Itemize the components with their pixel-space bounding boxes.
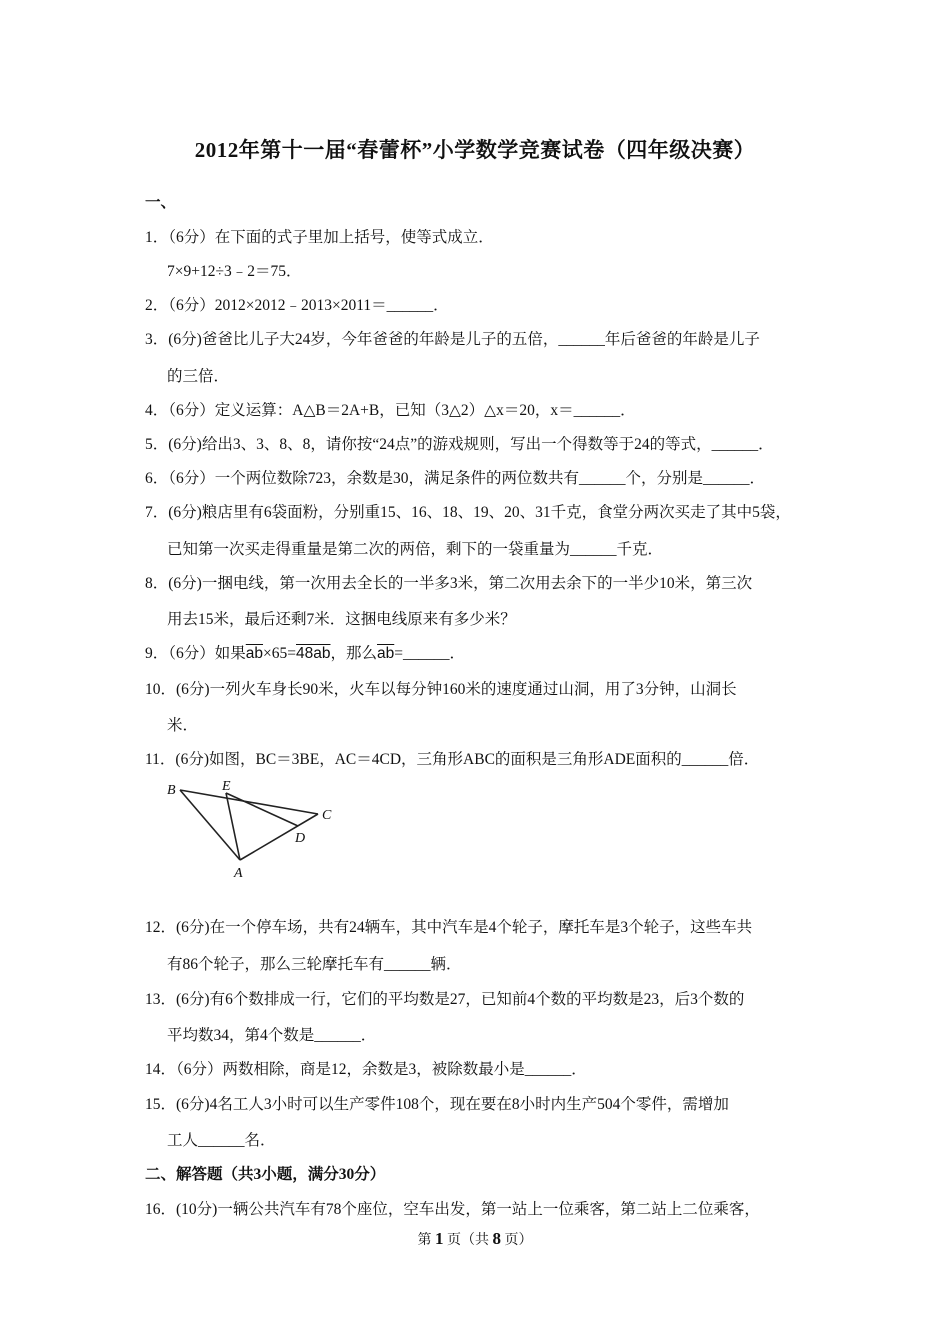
question-1: 1．（6分）在下面的式子里加上括号，使等式成立． [145, 229, 494, 246]
question-1-expression: 7×9+12÷3﹣2＝75． [167, 263, 302, 280]
question-9-prefix: 9．（6分）如果 [145, 645, 246, 662]
question-11: 11．(6分)如图，BC＝3BE，AC＝4CD，三角形ABC的面积是三角形ADE面积的______倍． [145, 751, 760, 768]
question-8-line1: 8．(6分)一捆电线，第一次用去全长的一半多3米，第二次用去余下的一半少10米，第三次 [145, 575, 753, 592]
question-7-line2: 已知第一次买走得重量是第二次的两倍，剩下的一袋重量为______千克． [167, 541, 664, 558]
question-3-line1: 3．(6分)爸爸比儿子大24岁，今年爸爸的年龄是儿子的五倍，______年后爸爸的年龄是儿子 [145, 331, 760, 348]
question-15-line2: 工人______名． [167, 1132, 276, 1149]
segment-bc [180, 790, 318, 814]
question-9-ab2-overlined: $\overline{ab}$ [377, 645, 395, 662]
triangle-figure [160, 776, 350, 882]
label-b: B [167, 783, 176, 798]
question-13-line2: 平均数34，第4个数是______． [167, 1027, 377, 1044]
question-12-line1: 12．(6分)在一个停车场，共有24辆车，其中汽车是4个轮子，摩托车是3个轮子，这些车共 [145, 919, 753, 936]
question-9 [145, 641, 815, 663]
question-9-suffix: =______． [394, 645, 465, 662]
question-9-mid: ，那么 [330, 645, 377, 662]
question-12-line2: 有86个轮子，那么三轮摩托车有______辆． [167, 956, 462, 973]
label-a: A [234, 866, 243, 881]
question-2: 2．（6分）2012×2012﹣2013×2011＝______． [145, 297, 449, 314]
segment-ea [226, 793, 240, 860]
page-footer [0, 1229, 950, 1249]
question-14: 14．（6分）两数相除，商是12，余数是3，被除数最小是______． [145, 1061, 587, 1078]
exam-title: 2012年第十一届“春蕾杯”小学数学竞赛试卷（四年级决赛） [194, 138, 756, 162]
footer-total-pages: 8 [492, 1229, 501, 1248]
label-e: E [222, 779, 231, 794]
question-10-line1: 10．(6分)一列火车身长90米，火车以每分钟160米的速度通过山洞，用了3分钟，山洞长 [145, 681, 737, 698]
question-16: 16．(10分)一辆公共汽车有78个座位，空车出发，第一站上一位乘客，第二站上二位乘客， [145, 1201, 760, 1218]
question-9-times: ×65= [263, 645, 296, 662]
footer-middle: 页（共 [443, 1233, 493, 1248]
section-one-heading: 一、 [145, 194, 177, 211]
question-15-line1: 15．(6分)4名工人3小时可以生产零件108个，现在要在8小时内生产504个零件，需增加 [145, 1096, 729, 1113]
label-c: C [322, 808, 332, 823]
footer-page-number: 1 [435, 1229, 444, 1248]
question-7-line1: 7．(6分)粮店里有6袋面粉，分别重15、16、18、19、20、31千克，食堂分两次买走了其中5袋， [145, 504, 791, 521]
segment-ca [240, 814, 318, 860]
question-5: 5．(6分)给出3、3、8、8，请你按“24点”的游戏规则，写出一个得数等于24的等式，______． [145, 436, 774, 453]
question-8-line2: 用去15米，最后还剩7米．这捆电线原来有多少米？ [167, 611, 516, 628]
question-10-line2: 米． [167, 717, 199, 734]
label-d: D [295, 831, 306, 846]
section-two-heading: 二、解答题（共3小题，满分30分） [145, 1166, 386, 1183]
question-4: 4．（6分）定义运算：A△B＝2A+B，已知（3△2）△x＝20，x＝______． [145, 402, 636, 419]
footer-suffix: 页） [501, 1233, 533, 1248]
question-13-line1: 13．(6分)有6个数排成一行，它们的平均数是27，已知前4个数的平均数是23，后3个数的 [145, 991, 745, 1008]
question-3-line2: 的三倍． [167, 368, 230, 385]
question-6: 6．（6分）一个两位数除723，余数是30，满足条件的两位数共有______个，分别是______． [145, 470, 766, 487]
question-9-rhs-overlined: 48ab [296, 645, 331, 662]
segment-ba [180, 790, 240, 860]
footer-prefix: 第 [417, 1233, 435, 1248]
question-9-ab-overlined: $\overline{ab}$ [245, 645, 264, 662]
segment-ed [226, 793, 298, 826]
